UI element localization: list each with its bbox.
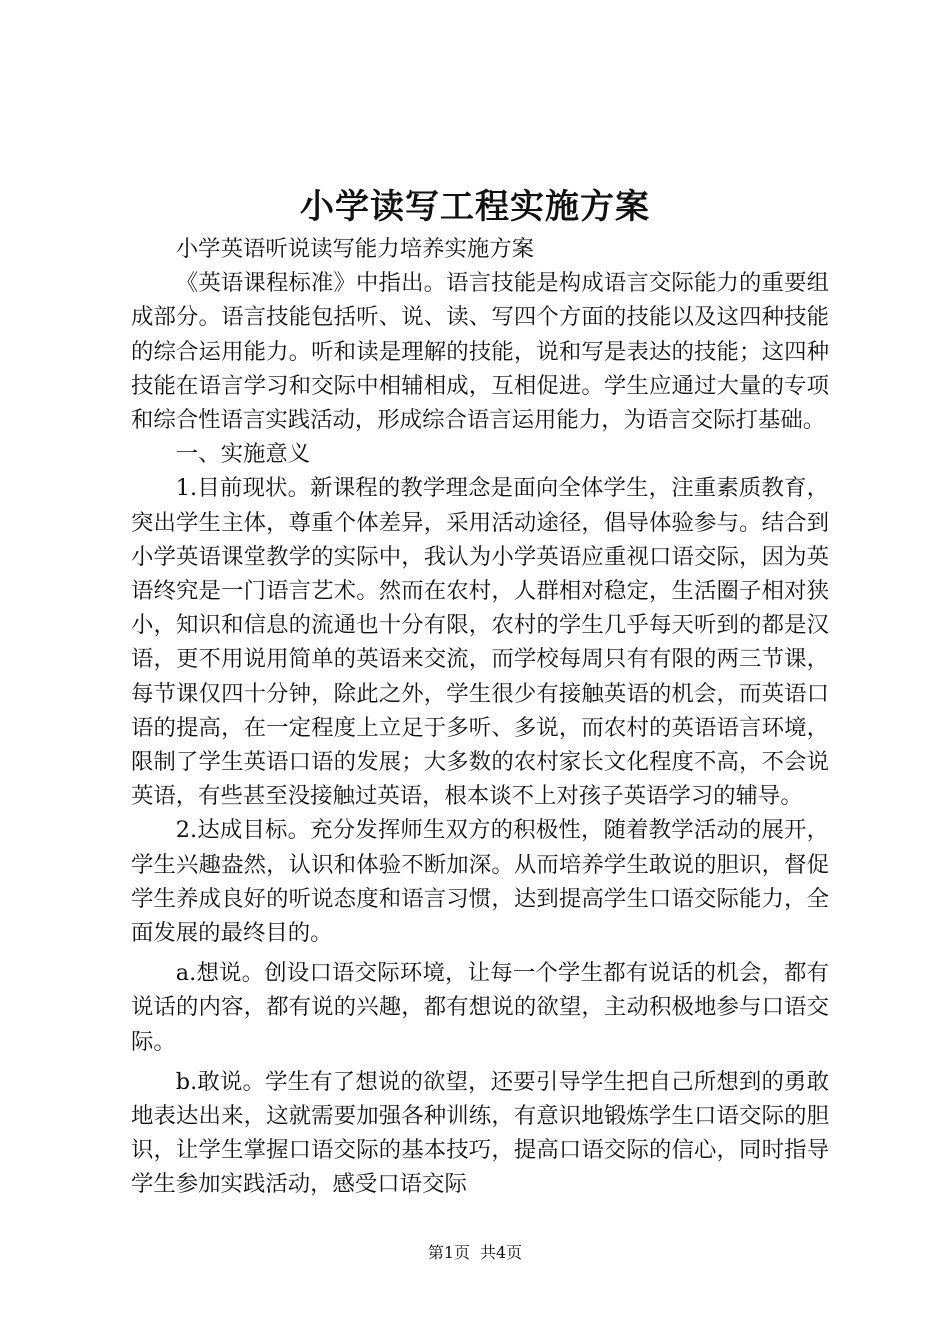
page-number: 第1页 bbox=[427, 1243, 470, 1262]
paragraph-want-to-speak: a.想说。创设口语交际环境，让每一个学生都有说话的机会，都有说话的内容，都有说的兴趣，都有想说的欲望，主动积极地参与口语交际。 bbox=[131, 960, 829, 1055]
paragraph-intro: 《英语课程标准》中指出。语言技能是构成语言交际能力的重要组成部分。语言技能包括听、说、读、写四个方面的技能以及这四种技能的综合运用能力。听和读是理解的技能，说和写是表达的技能；这四种技能在语言学习和交际中相辅相成，互相促进。学生应通过大量的专项和综合性语言实践活动，形成综合语言运用能力，为语言交际打基础。 bbox=[131, 270, 829, 434]
paragraph-dare-to-speak: b.敢说。学生有了想说的欲望，还要引导学生把自己所想到的勇敢地表达出来，这就需要加强各种训练，有意识地锻炼学生口语交际的胆识，让学生掌握口语交际的基本技巧，提高口语交际的信心，同时指导学生参加实践活动，感受口语交际 bbox=[131, 1068, 829, 1198]
section-heading: 一、实施意义 bbox=[175, 441, 311, 468]
paragraph-current-status: 1.目前现状。新课程的教学理念是面向全体学生，注重素质教育，突出学生主体，尊重个体差异，采用活动途径，倡导体验参与。结合到小学英语课堂教学的实际中，我认为小学英语应重视口语交际，因为英语终究是一门语言艺术。然而在农村，人群相对稳定，生活圈子相对狭小，知识和信息的流通也十分有限，农村的学生几乎每天听到的都是汉语，更不用说用简单的英语来交流，而学校每周只有有限的两三节课，每节课仅四十分钟，除此之外，学生很少有接触英语的机会，而英语口语的提高，在一定程度上立足于多听、多说，而农村的英语语言环境，限制了学生英语口语的发展；大多数的农村家长文化程度不高，不会说英语，有些甚至没接触过英语，根本谈不上对孩子英语学习的辅导。 bbox=[131, 475, 829, 810]
page-footer bbox=[0, 1242, 950, 1264]
document-body bbox=[131, 232, 829, 1202]
paragraph-subtitle: 小学英语听说读写能力培养实施方案 bbox=[175, 236, 535, 262]
paragraph-goals: 2.达成目标。充分发挥师生双方的积极性，随着教学活动的展开，学生兴趣盎然，认识和体验不断加深。从而培养学生敢说的胆识，督促学生养成良好的听说态度和语言习惯，达到提高学生口语交际能力，全面发展的最终目的。 bbox=[131, 817, 829, 947]
document-title: 小学读写工程实施方案 bbox=[300, 187, 650, 227]
page-total: 共4页 bbox=[480, 1243, 523, 1262]
